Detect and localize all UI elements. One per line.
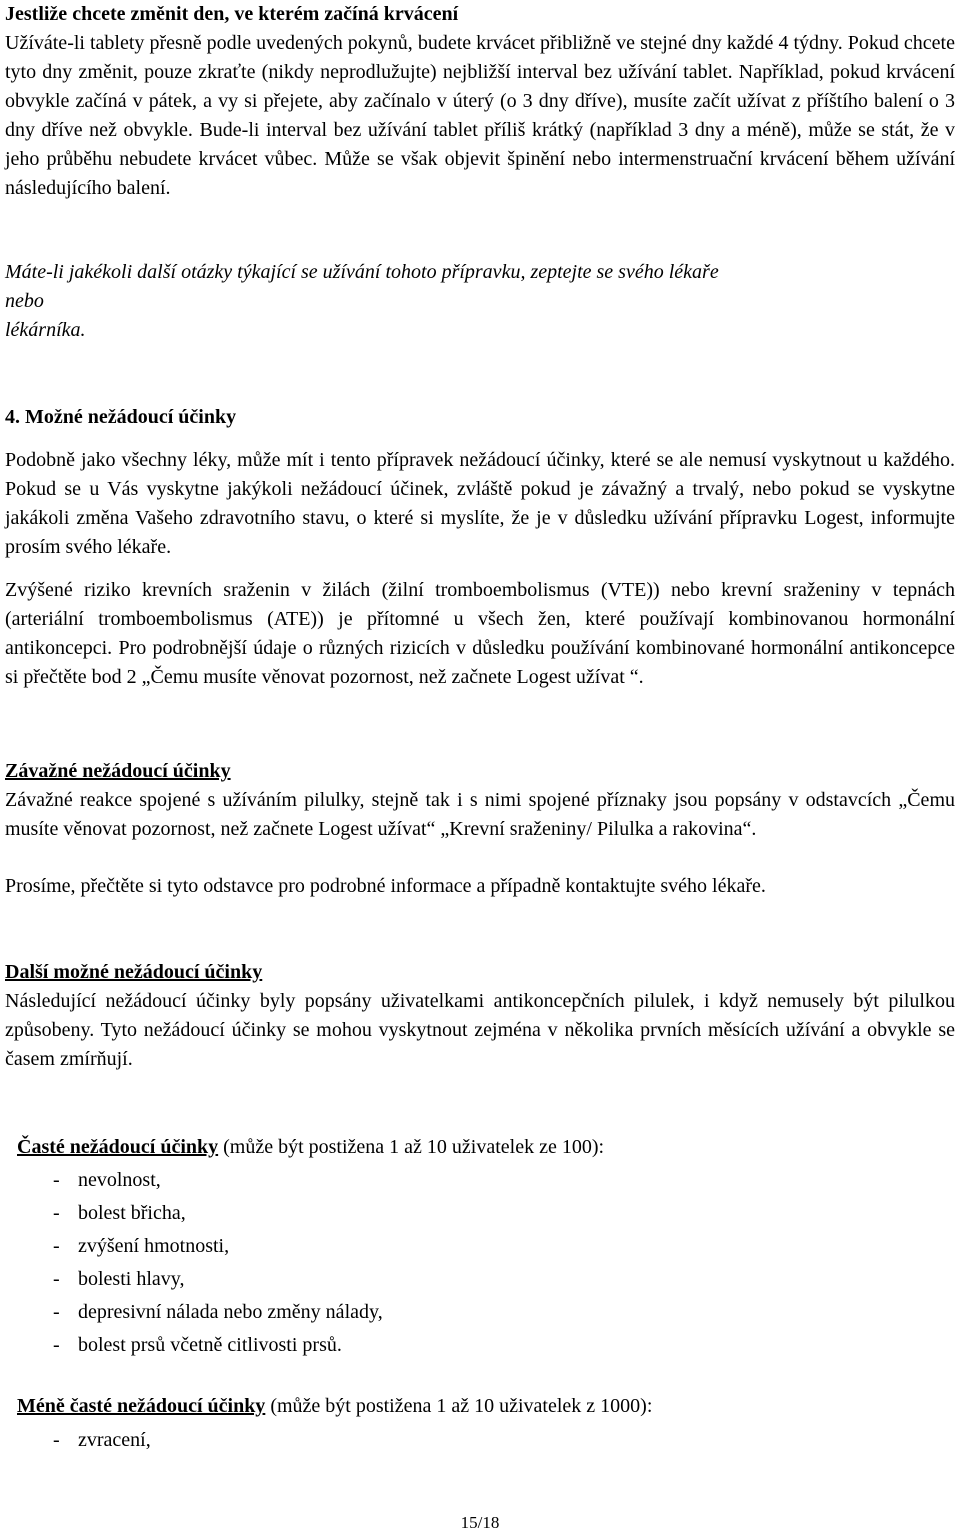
- serious-heading: Závažné nežádoucí účinky: [5, 760, 231, 782]
- bleeding-paragraph: Užíváte-li tablety přesně podle uvedených pokynů, budete krvácet přibližně ve stejné dny každé 4 týdny. Pokud chcete tyto dny změnit, pouze zkraťte (nikdy neprodlužujte) nejbližší interval bez užívání tablet. Například, pokud krvácení obvykle začíná v pátek, a vy si přejete, aby začínalo v úterý (o 3 dny dříve), musíte začít užívat z příštího balení o 3 dny dříve než obvykle. Bude-li interval bez užívání tablet příliš krátký (například 3 dny a méně), může se stát, že v jeho průběhu nebudete krvácet vůbec. Může se však objevit špinění nebo intermenstruační krvácení během užívání následujícího balení.: [5, 32, 955, 199]
- other-heading: Další možné nežádoucí účinky: [5, 961, 263, 983]
- list-dash: -: [53, 1301, 60, 1323]
- bleeding-heading: Jestliže chcete změnit den, ve kterém začíná krvácení: [5, 3, 459, 25]
- section4-paragraph-2: Zvýšené riziko krevních sraženin v žilách (žilní tromboembolismus (VTE)) nebo krevní sraženiny v tepnách (arteriální tromboembolismus (ATE)) je přítomné u všech žen, které používají kombinovanou hormonální antikoncepci. Pro podrobnější údaje o různých rizicích v důsledku používání kombinované hormonální antikoncepce si přečtěte bod 2 „Čemu musíte věnovat pozornost, než začnete Logest užívat “.: [5, 579, 955, 688]
- section4-paragraph-1: Podobně jako všechny léky, může mít i tento přípravek nežádoucí účinky, které se ale nemusí vyskytnout u každého. Pokud se u Vás vyskytne jakýkoli nežádoucí účinek, zvláště pokud je závažný a trvalý, nebo pokud se vyskytne jakákoli změna Vašeho zdravotního stavu, o které si myslíte, že je v důsledku užívání přípravku Logest, informujte prosím svého lékaře.: [5, 449, 955, 558]
- uncommon-label: Méně časté nežádoucí účinky: [17, 1395, 266, 1417]
- list-item-text: bolest břicha,: [78, 1202, 186, 1224]
- list-dash: -: [53, 1429, 60, 1451]
- other-paragraph: Následující nežádoucí účinky byly popsány uživatelkami antikoncepčních pilulek, i když nemusely být pilulkou způsobeny. Tyto nežádoucí účinky se mohou vyskytnout zejména v několika prvních měsících užívání a obvykle se časem zmírňují.: [5, 990, 955, 1070]
- list-item: [53, 1263, 933, 1296]
- list-dash: -: [53, 1235, 60, 1257]
- list-item-text: nevolnost,: [78, 1169, 161, 1191]
- list-item: [53, 1164, 933, 1197]
- list-item-text: bolest prsů včetně citlivosti prsů.: [78, 1334, 342, 1356]
- uncommon-list: [53, 1424, 933, 1457]
- list-dash: -: [53, 1334, 60, 1356]
- list-dash: -: [53, 1268, 60, 1290]
- list-item-text: zvracení,: [78, 1429, 151, 1451]
- questions-note-line2: nebo: [5, 290, 44, 312]
- uncommon-frequency: (může být postižena 1 až 10 uživatelek z 1000):: [270, 1395, 653, 1417]
- list-item-text: depresivní nálada nebo změny nálady,: [78, 1301, 383, 1323]
- section4-heading: 4. Možné nežádoucí účinky: [5, 406, 237, 428]
- list-item: [53, 1230, 933, 1263]
- serious-paragraph-2: Prosíme, přečtěte si tyto odstavce pro podrobné informace a případně kontaktujte svého lékaře.: [5, 875, 766, 897]
- common-label: Časté nežádoucí účinky: [17, 1136, 219, 1158]
- list-item: [53, 1296, 933, 1329]
- questions-note-line1: Máte-li jakékoli další otázky týkající se užívání tohoto přípravku, zeptejte se svého lékaře: [5, 261, 719, 283]
- list-item-text: zvýšení hmotnosti,: [78, 1235, 230, 1257]
- common-list: [53, 1164, 933, 1362]
- list-dash: -: [53, 1169, 60, 1191]
- list-item: [53, 1329, 933, 1362]
- bleeding-section: [5, 0, 955, 203]
- page-number: 15/18: [460, 1513, 500, 1532]
- questions-note-line3: lékárníka.: [5, 319, 86, 341]
- list-item: [53, 1424, 933, 1457]
- questions-note: [5, 258, 955, 345]
- list-dash: -: [53, 1202, 60, 1224]
- common-title: [17, 1133, 947, 1162]
- common-frequency: (může být postižena 1 až 10 uživatelek ze 100):: [223, 1136, 605, 1158]
- serious-paragraph-1: Závažné reakce spojené s užíváním pilulky, stejně tak i s nimi spojené příznaky jsou popsány v odstavcích „Čemu musíte věnovat pozornost, než začnete Logest užívat“ „Krevní sraženiny/ Pilulka a rakovina“.: [5, 789, 955, 840]
- list-item: [53, 1197, 933, 1230]
- uncommon-title: [17, 1392, 947, 1421]
- list-item-text: bolesti hlavy,: [78, 1268, 185, 1290]
